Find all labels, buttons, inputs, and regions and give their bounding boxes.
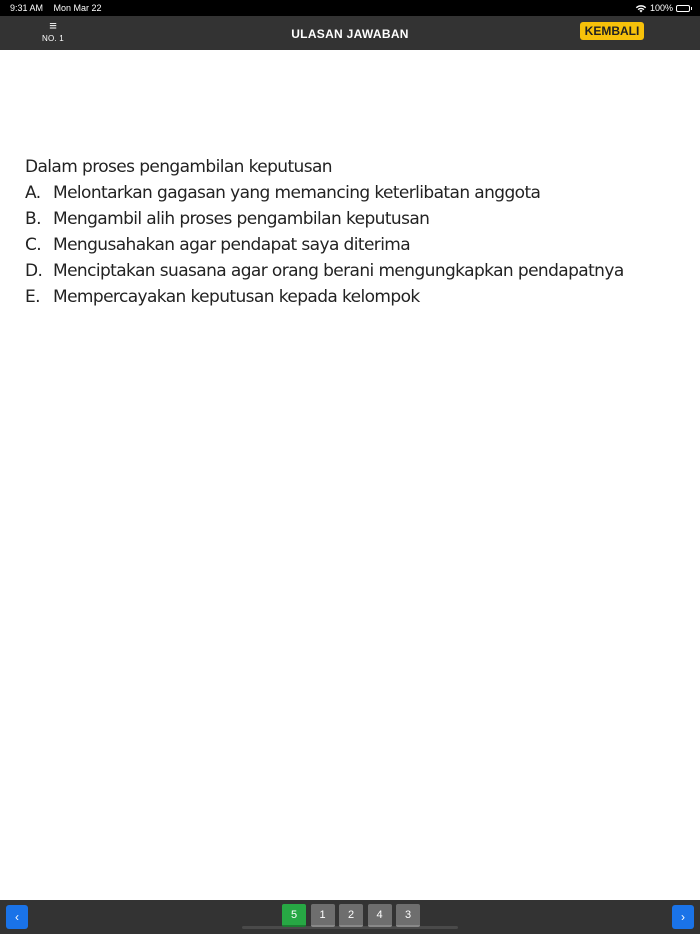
option-letter: E. (25, 287, 40, 307)
option-text: Menciptakan suasana agar orang berani mengungkapkan pendapatnya (53, 261, 624, 281)
question-content (25, 154, 685, 310)
hamburger-icon: ≡ (49, 18, 57, 33)
question-number: NO. 1 (42, 34, 64, 43)
prev-button[interactable]: ‹ (6, 905, 28, 929)
option-b[interactable] (25, 206, 685, 232)
option-letter: D. (25, 261, 43, 281)
status-time: 9:31 AM (10, 3, 44, 13)
status-date: Mon Mar 22 (53, 3, 102, 13)
battery-percent: 100% (649, 3, 673, 13)
option-letter: C. (25, 235, 42, 255)
option-a[interactable] (25, 180, 685, 206)
status-bar (0, 0, 700, 16)
option-text: Mempercayakan keputusan kepada kelompok (53, 287, 420, 307)
option-e[interactable] (25, 284, 685, 310)
option-d[interactable] (25, 258, 685, 284)
battery-icon (676, 5, 690, 12)
app-header (0, 16, 700, 50)
option-text: Mengambil alih proses pengambilan keputusan (53, 209, 430, 229)
next-button[interactable]: › (672, 905, 694, 929)
option-letter: A. (25, 183, 41, 203)
option-letter: B. (25, 209, 41, 229)
status-right (635, 3, 690, 13)
page-button[interactable]: 4 (368, 904, 392, 927)
page-title: ULASAN JAWABAN (291, 27, 409, 41)
wifi-icon (635, 4, 647, 13)
status-left (10, 3, 102, 13)
page-button[interactable]: 1 (311, 904, 335, 927)
page-button[interactable]: 2 (339, 904, 363, 927)
option-c[interactable] (25, 232, 685, 258)
back-button[interactable]: KEMBALI (580, 22, 644, 40)
page-button[interactable]: 5 (282, 904, 306, 927)
option-text: Melontarkan gagasan yang memancing keterlibatan anggota (53, 183, 541, 203)
question-text: Dalam proses pengambilan keputusan (25, 157, 332, 177)
question-pagination (282, 904, 425, 927)
option-text: Mengusahakan agar pendapat saya diterima (53, 235, 411, 255)
page-button[interactable]: 3 (396, 904, 420, 927)
